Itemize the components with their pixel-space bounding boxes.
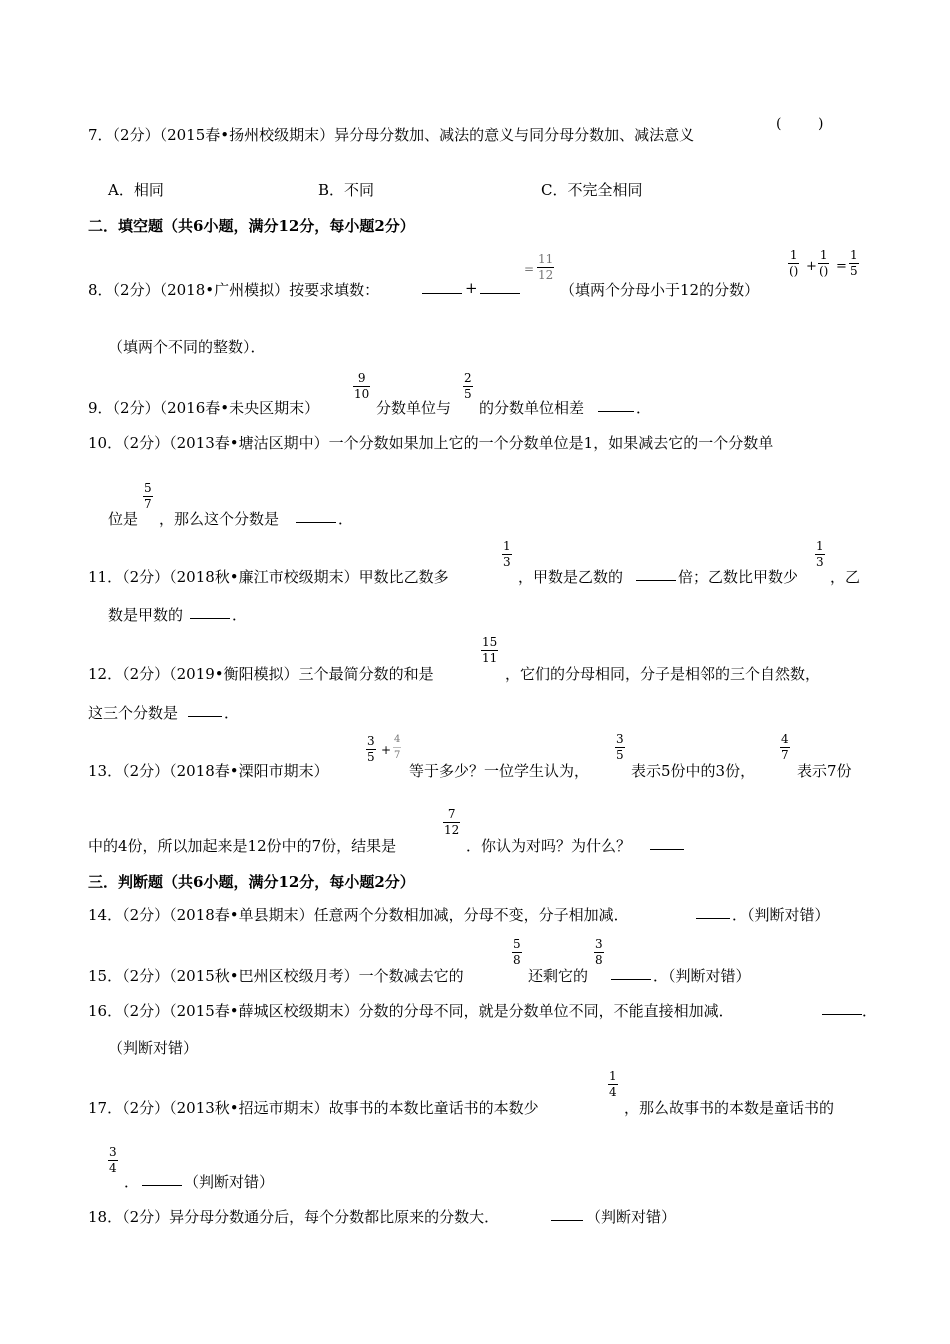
q13-f3-num: 3 — [616, 732, 624, 746]
q15-f2-den: 8 — [595, 953, 603, 967]
q11-blank-2[interactable] — [190, 604, 230, 619]
q13-plus: + — [381, 743, 392, 757]
q9-f1-num: 9 — [357, 371, 366, 385]
q15-f1-num: 5 — [513, 937, 521, 951]
q8-text: 8．（2分）（2018•广州模拟）按要求填数： — [88, 281, 380, 299]
q11-fraction-1-3-a — [502, 540, 512, 569]
q8-frac1-den: 12 — [538, 268, 554, 282]
q12-text-1: 12．（2分）（2019•衡阳模拟）三个最简分数的和是 — [88, 665, 434, 683]
q12-fraction-15-11 — [481, 636, 498, 665]
q15-f1-den: 8 — [513, 953, 521, 967]
q13-f2-num: 4 — [394, 734, 401, 745]
q13-f5-den: 12 — [444, 823, 460, 837]
q9-blank[interactable] — [598, 397, 634, 412]
q13-f2-den: 7 — [394, 750, 401, 761]
q17-end: （判断对错） — [184, 1173, 275, 1191]
q9-f2-num: 2 — [464, 371, 472, 385]
q9-fraction-9-10 — [353, 372, 370, 401]
q8-f2-num: 1 — [789, 248, 798, 262]
q13-text-2: 等于多少？一位学生认为， — [409, 762, 590, 780]
q13-f4-num: 4 — [781, 732, 789, 746]
q16-text: 16．（2分）（2015春•薛城区校级期末）分数的分母不同，就是分数单位不同，不能直接相加减． — [88, 1002, 734, 1020]
q17-text-2: ，那么故事书的本数是童话书的 — [624, 1099, 835, 1117]
q11-blank-1[interactable] — [636, 566, 676, 581]
q18-text: 18．（2分）异分母分数通分后，每个分数都比原来的分数大． — [88, 1208, 500, 1226]
q8-fraction-1-blank-a — [788, 249, 799, 278]
q15-text-1: 15．（2分）（2015秋•巴州区校级月考）一个数减去它的 — [88, 967, 464, 985]
q18-blank[interactable] — [551, 1206, 583, 1221]
q10-text: 10．（2分）（2013春•塘沽区期中）一个分数如果加上它的一个分数单位是1，如果减去它的一个分数单 — [88, 434, 774, 452]
q8-f4-num: 1 — [850, 248, 858, 262]
q12-line-2: 这三个分数是 — [88, 704, 179, 722]
q13-line-2a: 中的4份，所以加起来是12份中的7份，结果是 — [88, 837, 397, 855]
q15-f2-num: 3 — [595, 937, 603, 951]
section-2-heading: 二．填空题（共6小题，满分12分，每小题2分） — [88, 217, 415, 235]
q13-fraction-3-5-b — [615, 733, 625, 762]
q8-f2-den[interactable]: () — [789, 264, 799, 278]
q16-end: ． — [862, 1002, 878, 1020]
q11-line-2: 数是甲数的 — [108, 606, 184, 624]
q13-text-3: 表示5份中的3份， — [631, 762, 756, 780]
q11-text-1: 11．（2分）（2018秋•廉江市校级期末）甲数比乙数多 — [88, 568, 449, 586]
q8-fraction-1-5 — [849, 249, 859, 278]
q11-f1-den: 3 — [503, 555, 511, 569]
q12-text-2: ，它们的分母相同，分子是相邻的三个自然数， — [505, 665, 821, 683]
q11-text-4: ，乙 — [830, 568, 861, 586]
q15-blank[interactable] — [611, 965, 651, 980]
q8-plus-2: + — [806, 259, 817, 274]
q10-line-2a: 位是 — [108, 510, 139, 528]
q12-end: ． — [224, 704, 240, 722]
q9-text-2: 分数单位与 — [376, 399, 452, 417]
q15-text-2: 还剩它的 — [528, 967, 589, 985]
q13-text-4: 表示7份 — [797, 762, 852, 780]
q17-blank[interactable] — [142, 1171, 182, 1186]
q16-line-2: （判断对错） — [108, 1039, 199, 1057]
q10-end: ． — [338, 510, 354, 528]
q13-f4-den: 7 — [781, 748, 789, 762]
q7-paren-close: ) — [818, 116, 824, 132]
q17-text-1: 17．（2分）（2013秋•招远市期末）故事书的本数比童话书的本数少 — [88, 1099, 539, 1117]
q17-f2-den: 4 — [109, 1161, 117, 1175]
q9-text-3: 的分数单位相差 — [479, 399, 585, 417]
fraction-bar — [393, 747, 401, 748]
q17-f1-num: 1 — [609, 1069, 617, 1083]
q18-end: （判断对错） — [586, 1208, 677, 1226]
q7-text: 7．（2分）（2015春•扬州校级期末）异分母分数加、减法的意义与同分母分数加、减法意义 — [88, 126, 695, 144]
q11-fraction-1-3-b — [815, 540, 825, 569]
q8-frac1-num: 11 — [538, 252, 554, 266]
q10-fraction-5-7 — [143, 482, 153, 511]
q14-blank[interactable] — [696, 904, 730, 919]
q15-fraction-3-8 — [594, 938, 604, 967]
q13-f1-num: 3 — [367, 734, 375, 748]
q17-fraction-1-4 — [608, 1070, 618, 1099]
q13-f3-den: 5 — [616, 748, 624, 762]
q17-f1-den: 4 — [609, 1085, 617, 1099]
q7-option-c: C．不完全相同 — [541, 181, 643, 199]
q8-blank-1[interactable] — [422, 279, 462, 294]
q14-end: ．（判断对错） — [732, 906, 830, 924]
q11-f2-den: 3 — [816, 555, 824, 569]
q8-f3-num: 1 — [819, 248, 828, 262]
q8-plus: + — [465, 279, 478, 297]
q13-f5-num: 7 — [447, 807, 456, 821]
q17-fraction-3-4 — [108, 1146, 118, 1175]
q13-line-2b: ．你认为对吗？为什么？ — [466, 837, 632, 855]
q8-blank-2[interactable] — [480, 279, 520, 294]
q13-fraction-4-7-b — [780, 733, 790, 762]
q15-fraction-5-8 — [512, 938, 522, 967]
q17-line-2: ． — [124, 1173, 140, 1191]
q10-line-2b: ，那么这个分数是 — [159, 510, 280, 528]
q17-f2-num: 3 — [109, 1145, 117, 1159]
q8-eq: = — [524, 262, 535, 276]
q8-fraction-11-12 — [537, 253, 554, 282]
q12-blank[interactable] — [188, 702, 222, 717]
q12-f-num: 15 — [482, 635, 498, 649]
q11-text-2: ，甲数是乙数的 — [518, 568, 624, 586]
q8-f4-den: 5 — [850, 264, 858, 278]
q12-f-den: 11 — [482, 651, 498, 665]
q7-option-b: B．不同 — [318, 181, 375, 199]
q9-text-1: 9．（2分）（2016春•未央区期末） — [88, 399, 320, 417]
q8-instruction: （填两个分母小于12的分数） — [560, 281, 760, 299]
q8-fraction-1-blank-b — [818, 249, 829, 278]
q10-f-den: 7 — [144, 497, 152, 511]
q16-blank[interactable] — [822, 1000, 862, 1015]
q8-eq-2: = — [836, 259, 847, 274]
q9-end: ． — [636, 399, 652, 417]
q13-blank[interactable] — [650, 835, 684, 850]
q11-f2-num: 1 — [816, 539, 824, 553]
section-3-heading: 三．判断题（共6小题，满分12分，每小题2分） — [88, 873, 415, 891]
q13-f1-den: 5 — [367, 750, 375, 764]
q13-text-1: 13．（2分）（2018春•溧阳市期末） — [88, 762, 329, 780]
q14-text: 14．（2分）（2018春•单县期末）任意两个分数相加减，分母不变，分子相加减． — [88, 906, 629, 924]
q8-f3-den[interactable]: () — [819, 264, 829, 278]
q10-f-num: 5 — [144, 481, 152, 495]
q9-fraction-2-5 — [463, 372, 473, 401]
q11-end: ． — [232, 606, 248, 624]
q11-text-3: 倍；乙数比甲数少 — [678, 568, 799, 586]
q7-paren-open: ( — [776, 116, 782, 132]
q9-f1-den: 10 — [354, 387, 370, 401]
q15-end: ．（判断对错） — [653, 967, 751, 985]
q13-fraction-4-7 — [393, 733, 401, 762]
q10-blank[interactable] — [296, 508, 336, 523]
q9-f2-den: 5 — [464, 387, 472, 401]
q7-option-a: A．相同 — [108, 181, 164, 199]
q11-f1-num: 1 — [503, 539, 511, 553]
q13-fraction-7-12 — [443, 808, 460, 837]
q13-fraction-3-5-a — [366, 735, 376, 764]
q8-line-2: （填两个不同的整数）． — [108, 338, 266, 356]
